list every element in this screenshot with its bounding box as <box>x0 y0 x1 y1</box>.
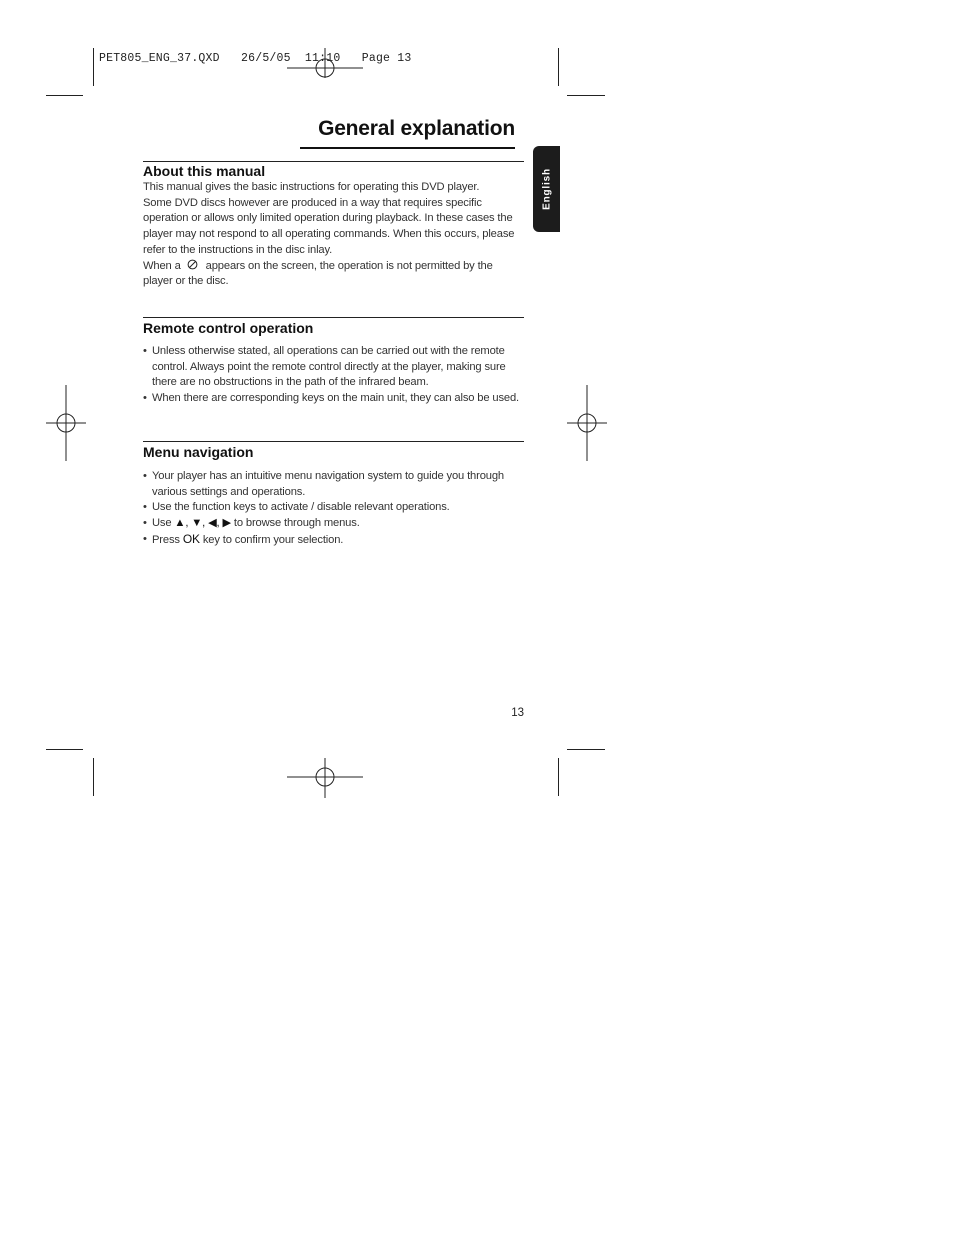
section-rule-menu <box>143 441 524 442</box>
crop-mark-tl-h <box>46 95 83 96</box>
about-line-3-pre: When a <box>143 259 181 272</box>
language-tab <box>533 146 560 232</box>
language-tab-label: English <box>541 168 552 210</box>
list-item: • Unless otherwise stated, all operations can be carried out with the remote control. Always point the remote control directly at the player, making sure there are no obstructions in the path of the infrared beam. <box>143 344 524 391</box>
registration-mark-bottom <box>287 758 363 798</box>
list-item: • Use the function keys to activate / disable relevant operations. <box>143 500 524 516</box>
arrow-keys: ▲, ▼, ◀, ▶ <box>174 517 231 530</box>
registration-mark-right <box>567 385 607 461</box>
about-line-3-post: appears on the screen, the operation is not permitted by the player or the disc. <box>143 259 493 288</box>
about-line-1: This manual gives the basic instructions for operating this DVD player. <box>143 181 480 193</box>
registration-mark-left <box>46 385 86 461</box>
section-heading-about: About this manual <box>143 163 266 179</box>
section-body-menu <box>143 469 524 549</box>
crop-mark-tr-v <box>558 48 559 86</box>
prohibited-icon <box>187 259 198 270</box>
crop-mark-br-v <box>558 758 559 796</box>
page-number: 13 <box>511 707 524 719</box>
about-line-3 <box>143 259 524 290</box>
ok-key: OK <box>182 531 200 546</box>
section-body-remote <box>143 344 524 407</box>
section-body-about <box>143 180 524 290</box>
registration-mark-top <box>287 48 363 78</box>
section-rule-about <box>143 161 524 162</box>
section-rule-remote <box>143 317 524 318</box>
crop-mark-tr-h <box>567 95 605 96</box>
list-item: • Use ▲, ▼, ◀, ▶ to browse through menus. <box>143 516 524 532</box>
section-heading-remote: Remote control operation <box>143 320 314 336</box>
page-title: General explanation <box>318 117 515 140</box>
list-item: • Your player has an intuitive menu navigation system to guide you through various settings and operations. <box>143 469 524 500</box>
crop-mark-br-h <box>567 749 605 750</box>
title-rule <box>300 147 515 149</box>
about-line-2: Some DVD discs however are produced in a way that requires specific operation or allows only limited operation during playback. In these cases the player may not respond to all operating commands. When this occurs, please refer to the instructions in the disc inlay. <box>143 196 515 256</box>
crop-mark-bl-h <box>46 749 83 750</box>
crop-mark-tl-v <box>93 48 94 86</box>
print-slug: PET805_ENG_37.QXD 26/5/05 11:10 Page 13 <box>99 52 412 65</box>
list-item: • When there are corresponding keys on the main unit, they can also be used. <box>143 391 524 407</box>
section-heading-menu: Menu navigation <box>143 444 254 460</box>
list-item: • Press OK key to confirm your selection. <box>143 532 524 549</box>
crop-mark-bl-v <box>93 758 94 796</box>
